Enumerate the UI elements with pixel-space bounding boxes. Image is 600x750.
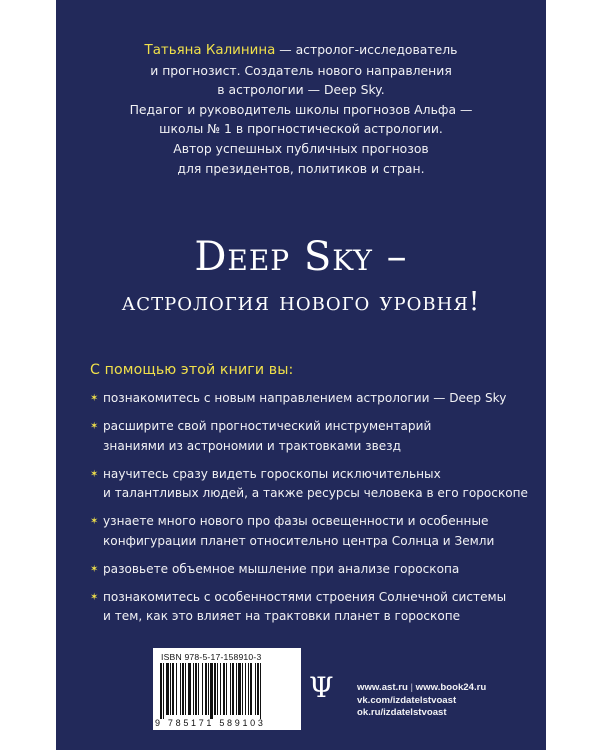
barcode-bar <box>210 663 213 719</box>
features-intro: С помощью этой книги вы: <box>90 362 294 378</box>
barcode-panel <box>153 648 301 730</box>
vk-link[interactable]: vk.com/izdatelstvoast <box>357 694 457 706</box>
feature-item <box>90 389 530 409</box>
barcode-bar <box>166 663 169 715</box>
bio-line-6: Автор успешных публичных прогнозов <box>173 140 429 156</box>
barcode-bar <box>250 663 252 715</box>
barcode-bar <box>217 663 218 715</box>
feature-item <box>90 512 530 551</box>
author-bio <box>56 40 546 178</box>
barcode-digits: 9 785171 589103 <box>155 718 266 728</box>
barcode-bar <box>188 663 191 715</box>
bio-line-5: школы № 1 в прогностической астрологии. <box>159 121 443 137</box>
barcode-bar <box>232 663 234 715</box>
feature-text-line-2: знаниями из астрономии и трактовками звезд <box>103 438 401 453</box>
feature-item <box>90 417 530 456</box>
barcode-bar <box>195 663 197 715</box>
barcode-bar <box>172 663 174 715</box>
barcode-bar <box>170 663 171 715</box>
star-bullet-icon: ✶ <box>90 393 99 404</box>
barcode-bar <box>205 663 207 715</box>
site-link-book24[interactable]: www.book24.ru <box>415 682 487 693</box>
barcode-bar <box>176 663 177 715</box>
barcode-bar <box>198 663 199 715</box>
feature-text-line-1: научитесь сразу видеть гороскопы исключительных <box>103 466 441 481</box>
barcode-bar <box>238 663 241 715</box>
feature-text-line-1: узнаете много нового про фазы освещенности и особенные <box>103 514 489 528</box>
barcode-bar <box>260 663 261 719</box>
links-line-1 <box>357 682 486 695</box>
barcode-bar <box>180 663 181 715</box>
barcode-bar <box>185 663 186 715</box>
publisher-logo-icon: Ψ <box>309 671 334 704</box>
feature-item <box>90 560 530 580</box>
headline-subtitle: астрология нового уровня! <box>121 287 481 317</box>
bio-line-3: в астрологии — Deep Sky. <box>217 82 385 98</box>
bio-line-1 <box>56 40 546 61</box>
barcode-bar <box>160 663 162 719</box>
feature-text-line-1: разовьете объемное мышление при анализе гороскопа <box>103 561 460 576</box>
star-bullet-icon: ✶ <box>90 421 99 432</box>
bio-line-4: Педагог и руководитель школы прогнозов Альфа — <box>129 101 473 117</box>
headline-title: Deep Sky – <box>194 234 408 280</box>
feature-list <box>90 389 530 635</box>
star-bullet-icon: ✶ <box>90 468 99 480</box>
feature-text-line-2: и талантливых людей, а также ресурсы человека в его гороскопе <box>103 486 528 500</box>
bio-line-1-rest: — астролог-исследователь <box>275 42 458 57</box>
feature-text-line-2: конфигурации планет относительно центра Солнца и Земли <box>103 533 495 548</box>
star-bullet-icon: ✶ <box>90 591 99 603</box>
barcode-bar <box>223 663 225 715</box>
bio-line-2: и прогнозист. Создатель нового направления <box>150 62 452 78</box>
feature-item <box>90 465 530 504</box>
barcode-bar <box>163 663 164 719</box>
barcode-bar <box>230 663 231 715</box>
barcode-bar <box>236 663 237 715</box>
publisher-links <box>357 682 486 720</box>
barcode-bar <box>226 663 227 715</box>
barcode-icon <box>158 663 296 719</box>
barcode-bar <box>182 663 184 715</box>
feature-text-line-1: познакомитесь с особенностями строения Солнечной системы <box>103 589 507 604</box>
bio-line-7: для президентов, политиков и стран. <box>177 160 425 176</box>
feature-item <box>90 588 530 627</box>
barcode-bar <box>242 663 243 715</box>
barcode-bar <box>245 663 246 715</box>
barcode-bar <box>214 663 216 715</box>
barcode-bar <box>255 663 256 715</box>
barcode-bar <box>202 663 203 715</box>
site-link-ast[interactable]: www.ast.ru <box>357 682 408 693</box>
book-back-cover <box>56 0 546 750</box>
barcode-bar <box>193 663 194 715</box>
barcode-bar <box>248 663 249 715</box>
isbn-label: ISBN 978-5-17-158910-3 <box>161 652 262 662</box>
links-separator: | <box>410 682 413 693</box>
author-name: Татьяна Калинина <box>144 43 276 58</box>
feature-text-line-1: расширите свой прогностический инструментарий <box>103 419 432 433</box>
feature-text-line-1: познакомитесь с новым направлением астрологии — Deep Sky <box>103 391 507 405</box>
barcode-bar <box>208 663 209 715</box>
barcode-bar <box>257 663 259 715</box>
barcode-bar <box>220 663 221 715</box>
star-bullet-icon: ✶ <box>90 563 99 575</box>
star-bullet-icon: ✶ <box>90 516 99 527</box>
feature-text-line-2: и тем, как это влияет на трактовки планет в гороскопе <box>103 609 461 623</box>
ok-link[interactable]: ok.ru/izdatelstvoast <box>357 707 447 719</box>
